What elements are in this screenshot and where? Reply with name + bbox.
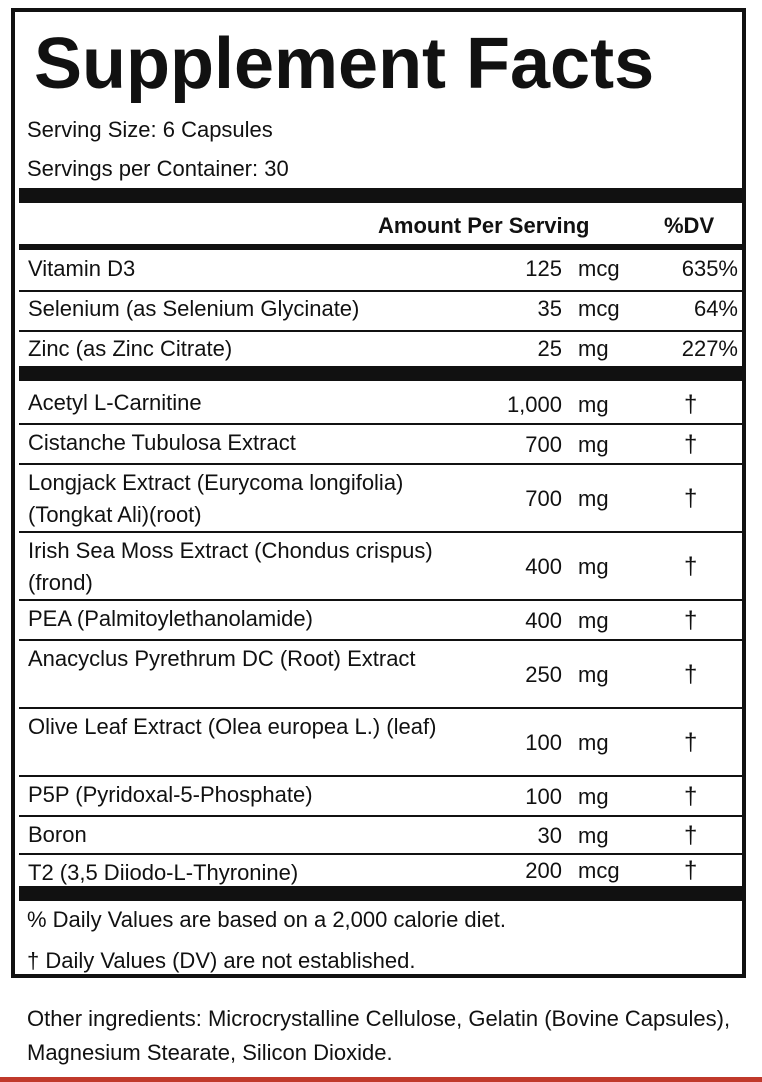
ingredient-unit: mg bbox=[578, 608, 609, 633]
dagger-footnote: † Daily Values (DV) are not established. bbox=[27, 948, 416, 973]
ingredient-dv: † bbox=[684, 485, 698, 512]
nutrient-name: Selenium (as Selenium Glycinate) bbox=[28, 296, 360, 321]
ingredient-unit: mg bbox=[578, 486, 609, 511]
ingredient-name: T2 (3,5 Diiodo-L-Thyronine) bbox=[28, 860, 299, 885]
nutrient-amount: 35 bbox=[537, 296, 562, 321]
ingredient-dv: † bbox=[684, 553, 698, 580]
ingredient-dv: † bbox=[684, 729, 698, 756]
ingredient-unit: mg bbox=[578, 554, 609, 579]
medium-divider bbox=[19, 244, 745, 250]
row-divider bbox=[19, 639, 745, 641]
ingredient-amount: 400 bbox=[525, 608, 562, 633]
ingredient-unit: mg bbox=[578, 662, 609, 687]
ingredient-amount: 30 bbox=[537, 823, 562, 848]
thick-divider bbox=[19, 366, 745, 381]
ingredient-unit: mg bbox=[578, 730, 609, 755]
ingredient-name: PEA (Palmitoylethanolamide) bbox=[28, 606, 313, 631]
ingredient-dv: † bbox=[684, 391, 698, 418]
serving-size: Serving Size: 6 Capsules bbox=[27, 117, 273, 142]
ingredient-dv: † bbox=[684, 783, 698, 810]
ingredient-dv: † bbox=[684, 822, 698, 849]
nutrient-unit: mcg bbox=[578, 296, 620, 321]
nutrient-dv: 227% bbox=[681, 336, 738, 361]
ingredient-amount: 100 bbox=[525, 730, 562, 755]
ingredient-unit: mg bbox=[578, 823, 609, 848]
nutrient-name: Zinc (as Zinc Citrate) bbox=[28, 336, 233, 361]
ingredient-unit: mg bbox=[578, 784, 609, 809]
ingredient-name: P5P (Pyridoxal-5-Phosphate) bbox=[28, 782, 313, 807]
ingredient-name: Olive Leaf Extract (Olea europea L.) (leaf) bbox=[28, 714, 437, 739]
ingredient-dv: † bbox=[684, 857, 698, 884]
ingredient-unit: mg bbox=[578, 432, 609, 457]
daily-value-footnote: % Daily Values are based on a 2,000 calorie diet. bbox=[27, 907, 506, 932]
row-divider bbox=[19, 815, 745, 817]
ingredient-name: Cistanche Tubulosa Extract bbox=[28, 430, 296, 455]
bottom-edge-stripe bbox=[0, 1077, 762, 1082]
nutrient-dv: 64% bbox=[693, 296, 738, 321]
row-divider bbox=[19, 775, 745, 777]
column-header-dv: %DV bbox=[664, 213, 715, 238]
row-divider bbox=[19, 290, 745, 292]
ingredient-amount: 700 bbox=[525, 486, 562, 511]
ingredient-dv: † bbox=[684, 607, 698, 634]
nutrient-unit: mg bbox=[578, 336, 609, 361]
nutrient-unit: mcg bbox=[578, 256, 620, 281]
row-divider bbox=[19, 463, 745, 465]
row-divider bbox=[19, 423, 745, 425]
ingredient-dv: † bbox=[684, 661, 698, 688]
row-divider bbox=[19, 707, 745, 709]
ingredient-name: Anacyclus Pyrethrum DC (Root) Extract bbox=[28, 646, 416, 671]
ingredient-amount: 200 bbox=[525, 858, 562, 883]
nutrient-name: Vitamin D3 bbox=[28, 256, 136, 281]
ingredient-name: Longjack Extract (Eurycoma longifolia)(Tongkat Ali)(root) bbox=[28, 470, 404, 527]
ingredient-amount: 250 bbox=[525, 662, 562, 687]
ingredient-name: Irish Sea Moss Extract (Chondus crispus)(frond) bbox=[28, 538, 433, 595]
column-header-amount: Amount Per Serving bbox=[378, 213, 590, 238]
servings-per-container: Servings per Container: 30 bbox=[27, 156, 289, 181]
ingredient-amount: 700 bbox=[525, 432, 562, 457]
other-ingredients: Other ingredients: Microcrystalline Cellulose, Gelatin (Bovine Capsules), Magnesium Stearate, Silicon Dioxide. bbox=[27, 1006, 731, 1065]
label-title: Supplement Facts bbox=[34, 24, 655, 104]
ingredient-amount: 100 bbox=[525, 784, 562, 809]
nutrient-dv: 635% bbox=[681, 256, 738, 281]
ingredient-unit: mg bbox=[578, 392, 609, 417]
ingredient-unit: mcg bbox=[578, 858, 620, 883]
nutrient-amount: 125 bbox=[525, 256, 562, 281]
thick-divider bbox=[19, 188, 745, 203]
ingredient-dv: † bbox=[684, 431, 698, 458]
row-divider bbox=[19, 531, 745, 533]
ingredient-amount: 1,000 bbox=[506, 392, 562, 417]
ingredient-name: Acetyl L-Carnitine bbox=[28, 390, 202, 415]
ingredient-name: Boron bbox=[28, 822, 87, 847]
row-divider bbox=[19, 330, 745, 332]
nutrient-amount: 25 bbox=[537, 336, 562, 361]
row-divider bbox=[19, 853, 745, 855]
ingredient-amount: 400 bbox=[525, 554, 562, 579]
row-divider bbox=[19, 599, 745, 601]
